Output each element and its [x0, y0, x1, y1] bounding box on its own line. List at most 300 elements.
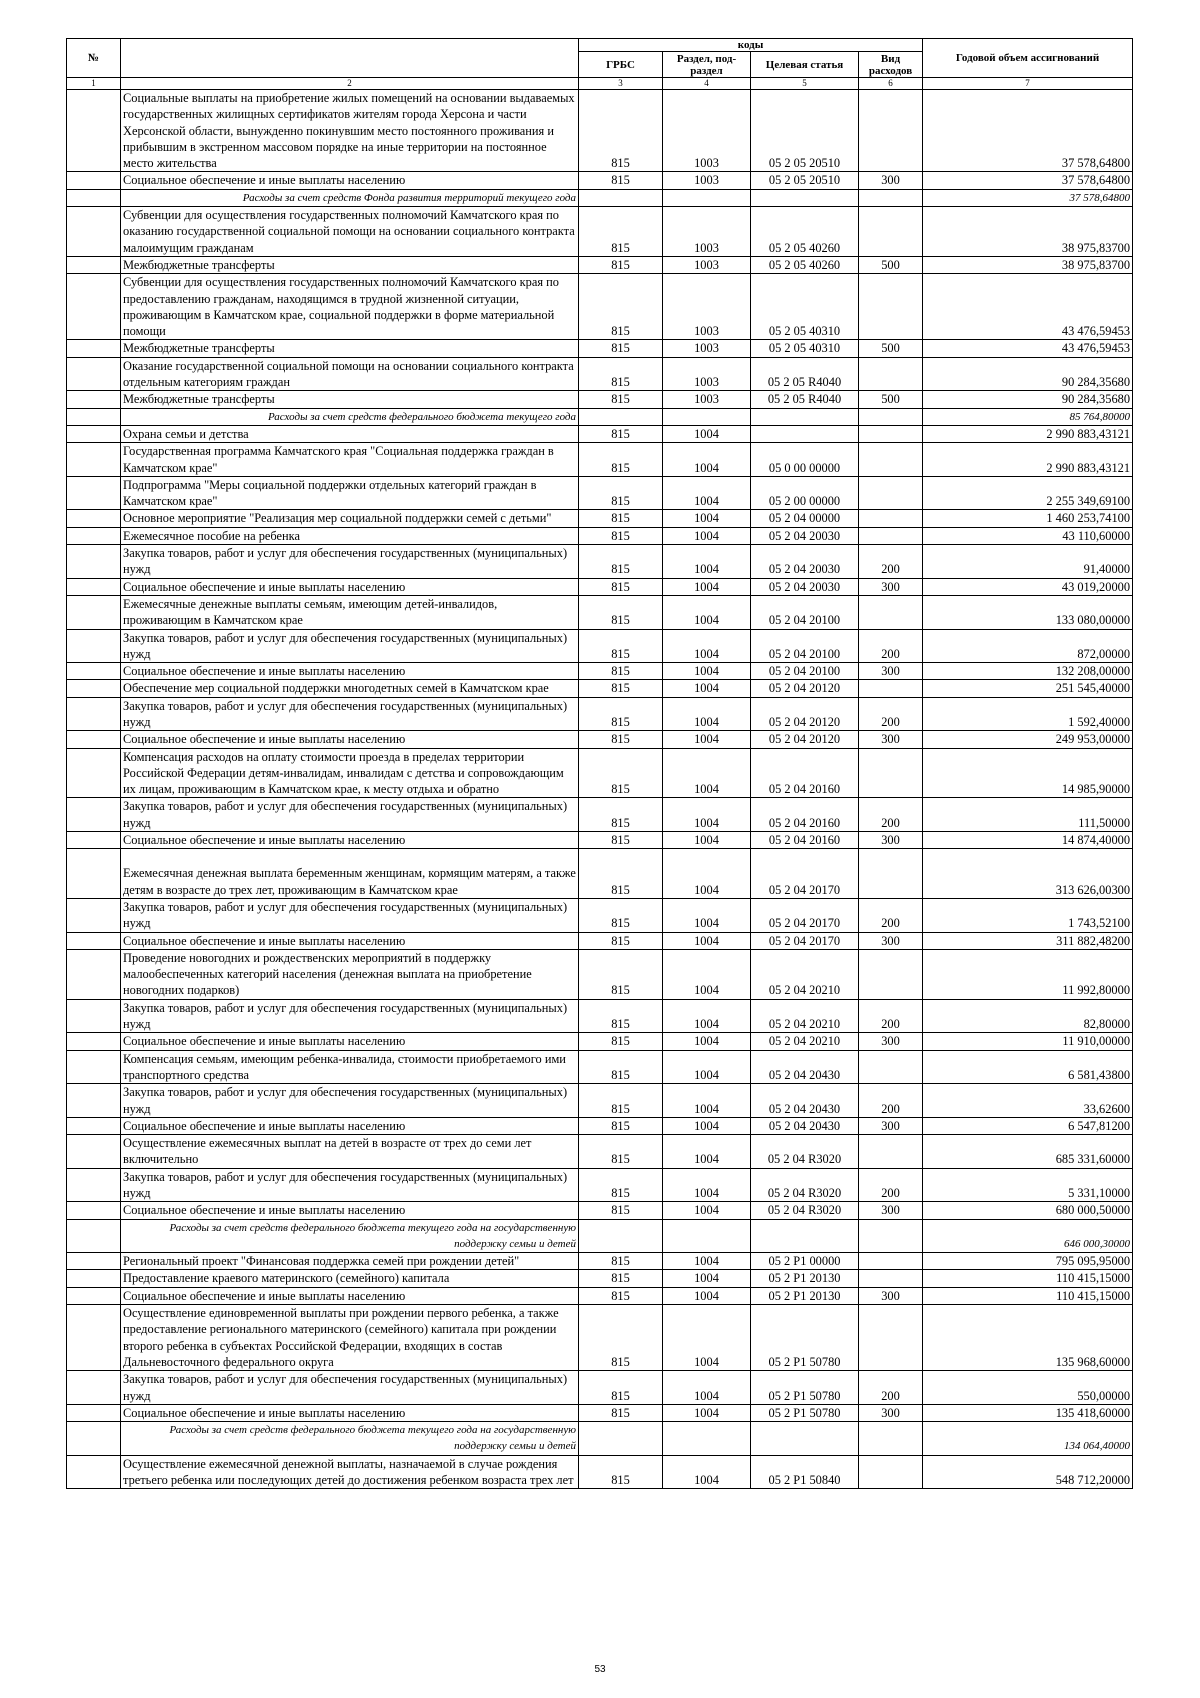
- row-grbs-cell: 815: [579, 1287, 663, 1304]
- row-target-cell: [751, 189, 859, 206]
- row-target-cell: [751, 1219, 859, 1253]
- row-amount-cell: 14 874,40000: [923, 832, 1133, 849]
- row-section-cell: 1004: [663, 798, 751, 832]
- header-num: №: [67, 39, 121, 78]
- row-amount-cell: 37 578,64800: [923, 172, 1133, 189]
- row-grbs-cell: 815: [579, 510, 663, 527]
- row-amount-cell: 2 990 883,43121: [923, 425, 1133, 442]
- row-section-cell: 1004: [663, 949, 751, 999]
- row-type-cell: [859, 849, 923, 899]
- row-type-cell: 300: [859, 663, 923, 680]
- row-amount-cell: 1 743,52100: [923, 898, 1133, 932]
- row-number-cell: [67, 189, 121, 206]
- row-section-cell: 1004: [663, 1287, 751, 1304]
- row-target-cell: 05 2 04 20170: [751, 849, 859, 899]
- row-target-cell: 05 2 04 20100: [751, 663, 859, 680]
- table-row: [67, 1305, 1133, 1371]
- row-target-cell: 05 2 04 R3020: [751, 1168, 859, 1202]
- row-amount-cell: 33,62600: [923, 1084, 1133, 1118]
- table-row: [67, 832, 1133, 849]
- row-number-cell: [67, 476, 121, 510]
- row-name-cell: Социальное обеспечение и иные выплаты населению: [121, 1033, 579, 1050]
- row-type-cell: [859, 425, 923, 442]
- row-number-cell: [67, 680, 121, 697]
- row-number-cell: [67, 408, 121, 425]
- row-number-cell: [67, 1084, 121, 1118]
- row-amount-cell: 11 992,80000: [923, 949, 1133, 999]
- row-section-cell: 1004: [663, 849, 751, 899]
- row-name-cell: Осуществление единовременной выплаты при рождении первого ребенка, а также предоставление регионального материнского (семейного) капитала при рождении второго ребенка в субъектах Российской Федерации, входящих в состав Дальневосточного федерального округа: [121, 1305, 579, 1371]
- row-section-cell: 1003: [663, 207, 751, 257]
- table-row: [67, 663, 1133, 680]
- row-target-cell: 05 2 04 00000: [751, 510, 859, 527]
- table-row: [67, 1270, 1133, 1287]
- row-name-cell: Социальное обеспечение и иные выплаты населению: [121, 663, 579, 680]
- row-section-cell: 1004: [663, 1202, 751, 1219]
- row-amount-cell: 1 592,40000: [923, 697, 1133, 731]
- row-section-cell: 1004: [663, 1270, 751, 1287]
- table-row: [67, 340, 1133, 357]
- row-target-cell: 05 2 P1 00000: [751, 1253, 859, 1270]
- row-section-cell: 1004: [663, 629, 751, 663]
- row-target-cell: 05 2 04 20030: [751, 578, 859, 595]
- table-row: [67, 425, 1133, 442]
- row-target-cell: 05 0 00 00000: [751, 443, 859, 477]
- row-target-cell: 05 2 04 20170: [751, 898, 859, 932]
- row-number-cell: [67, 798, 121, 832]
- row-target-cell: 05 2 04 20160: [751, 832, 859, 849]
- row-name-cell: Расходы за счет средств федерального бюджета текущего года на государственную поддержку семьи и детей: [121, 1422, 579, 1456]
- row-type-cell: [859, 1253, 923, 1270]
- row-name-cell: Основное мероприятие "Реализация мер социальной поддержки семей с детьми": [121, 510, 579, 527]
- row-number-cell: [67, 256, 121, 273]
- row-target-cell: 05 2 P1 50780: [751, 1305, 859, 1371]
- row-amount-cell: 85 764,80000: [923, 408, 1133, 425]
- table-row: [67, 898, 1133, 932]
- row-section-cell: 1003: [663, 172, 751, 189]
- row-type-cell: 300: [859, 1287, 923, 1304]
- row-type-cell: 200: [859, 898, 923, 932]
- col-number: 4: [663, 78, 751, 90]
- row-grbs-cell: 815: [579, 1050, 663, 1084]
- row-target-cell: 05 2 05 R4040: [751, 357, 859, 391]
- row-grbs-cell: 815: [579, 748, 663, 798]
- row-amount-cell: 37 578,64800: [923, 90, 1133, 172]
- row-amount-cell: 110 415,15000: [923, 1287, 1133, 1304]
- row-section-cell: 1004: [663, 898, 751, 932]
- table-note-row: [67, 1422, 1133, 1456]
- table-row: [67, 1135, 1133, 1169]
- row-number-cell: [67, 172, 121, 189]
- row-amount-cell: 2 255 349,69100: [923, 476, 1133, 510]
- row-target-cell: 05 2 05 R4040: [751, 391, 859, 408]
- row-amount-cell: 135 418,60000: [923, 1404, 1133, 1421]
- row-type-cell: [859, 748, 923, 798]
- row-section-cell: 1004: [663, 545, 751, 579]
- row-name-cell: Закупка товаров, работ и услуг для обеспечения государственных (муниципальных) нужд: [121, 898, 579, 932]
- row-type-cell: 300: [859, 1404, 923, 1421]
- row-grbs-cell: 815: [579, 274, 663, 340]
- table-row: [67, 391, 1133, 408]
- row-section-cell: 1003: [663, 357, 751, 391]
- row-amount-cell: 91,40000: [923, 545, 1133, 579]
- table-row: [67, 578, 1133, 595]
- row-grbs-cell: 815: [579, 595, 663, 629]
- row-section-cell: [663, 408, 751, 425]
- table-row: [67, 1117, 1133, 1134]
- table-row: [67, 1033, 1133, 1050]
- row-number-cell: [67, 731, 121, 748]
- table-row: [67, 256, 1133, 273]
- row-section-cell: 1004: [663, 1253, 751, 1270]
- row-amount-cell: 132 208,00000: [923, 663, 1133, 680]
- col-number: 1: [67, 78, 121, 90]
- row-type-cell: [859, 207, 923, 257]
- row-name-cell: Предоставление краевого материнского (семейного) капитала: [121, 1270, 579, 1287]
- table-row: [67, 443, 1133, 477]
- row-section-cell: 1004: [663, 595, 751, 629]
- row-name-cell: Государственная программа Камчатского края "Социальная поддержка граждан в Камчатском крае": [121, 443, 579, 477]
- row-target-cell: 05 2 04 20210: [751, 949, 859, 999]
- row-section-cell: 1004: [663, 1050, 751, 1084]
- row-name-cell: Обеспечение мер социальной поддержки многодетных семей в Камчатском крае: [121, 680, 579, 697]
- row-name-cell: Социальные выплаты на приобретение жилых помещений на основании выдаваемых государственных жилищных сертификатов жителям города Херсона и части Херсонской области, вынужденно покинувшим место постоянного проживания и прибывшим в экстренном массовом порядке на иные территории на постоянное место жительства: [121, 90, 579, 172]
- row-grbs-cell: 815: [579, 425, 663, 442]
- col-number: 3: [579, 78, 663, 90]
- row-number-cell: [67, 1033, 121, 1050]
- row-amount-cell: 6 581,43800: [923, 1050, 1133, 1084]
- row-target-cell: 05 2 04 20120: [751, 731, 859, 748]
- row-name-cell: Осуществление ежемесячной денежной выплаты, назначаемой в случае рождения третьего ребенка или последующих детей до достижения ребенком возраста трех лет: [121, 1455, 579, 1489]
- row-section-cell: 1004: [663, 832, 751, 849]
- row-number-cell: [67, 1135, 121, 1169]
- row-grbs-cell: 815: [579, 832, 663, 849]
- row-target-cell: 05 2 05 40260: [751, 207, 859, 257]
- row-amount-cell: 685 331,60000: [923, 1135, 1133, 1169]
- row-number-cell: [67, 545, 121, 579]
- row-amount-cell: 2 990 883,43121: [923, 443, 1133, 477]
- table-row: [67, 999, 1133, 1033]
- table-row: [67, 680, 1133, 697]
- row-number-cell: [67, 832, 121, 849]
- row-section-cell: 1004: [663, 999, 751, 1033]
- row-amount-cell: 37 578,64800: [923, 189, 1133, 206]
- row-type-cell: 300: [859, 578, 923, 595]
- row-number-cell: [67, 849, 121, 899]
- row-section-cell: 1004: [663, 443, 751, 477]
- row-target-cell: 05 2 04 20160: [751, 748, 859, 798]
- row-type-cell: 200: [859, 1168, 923, 1202]
- row-target-cell: 05 2 05 40260: [751, 256, 859, 273]
- table-row: [67, 90, 1133, 172]
- row-name-cell: Закупка товаров, работ и услуг для обеспечения государственных (муниципальных) нужд: [121, 629, 579, 663]
- row-name-cell: Компенсация семьям, имеющим ребенка-инвалида, стоимости приобретаемого ими транспортного средства: [121, 1050, 579, 1084]
- row-section-cell: 1004: [663, 748, 751, 798]
- row-name-cell: Подпрограмма "Меры социальной поддержки отдельных категорий граждан в Камчатском крае": [121, 476, 579, 510]
- row-section-cell: 1004: [663, 1033, 751, 1050]
- row-grbs-cell: 815: [579, 90, 663, 172]
- row-type-cell: 200: [859, 1084, 923, 1118]
- row-grbs-cell: 815: [579, 256, 663, 273]
- row-type-cell: 500: [859, 256, 923, 273]
- row-amount-cell: 82,80000: [923, 999, 1133, 1033]
- row-name-cell: Закупка товаров, работ и услуг для обеспечения государственных (муниципальных) нужд: [121, 545, 579, 579]
- row-section-cell: 1004: [663, 578, 751, 595]
- row-target-cell: [751, 408, 859, 425]
- row-type-cell: [859, 510, 923, 527]
- row-name-cell: Закупка товаров, работ и услуг для обеспечения государственных (муниципальных) нужд: [121, 1084, 579, 1118]
- row-amount-cell: 548 712,20000: [923, 1455, 1133, 1489]
- row-name-cell: Закупка товаров, работ и услуг для обеспечения государственных (муниципальных) нужд: [121, 1168, 579, 1202]
- row-name-cell: Социальное обеспечение и иные выплаты населению: [121, 578, 579, 595]
- row-name-cell: Проведение новогодних и рождественских мероприятий в поддержку малообеспеченных категорий населения (денежная выплата на приобретение новогодних подарков): [121, 949, 579, 999]
- header-target: Целевая статья: [751, 52, 859, 78]
- table-row: [67, 357, 1133, 391]
- row-number-cell: [67, 578, 121, 595]
- row-amount-cell: 14 985,90000: [923, 748, 1133, 798]
- row-target-cell: 05 2 05 20510: [751, 172, 859, 189]
- row-target-cell: 05 2 P1 50780: [751, 1404, 859, 1421]
- row-grbs-cell: 815: [579, 1371, 663, 1405]
- table-row: [67, 1253, 1133, 1270]
- row-grbs-cell: 815: [579, 1455, 663, 1489]
- row-grbs-cell: 815: [579, 629, 663, 663]
- table-row: [67, 274, 1133, 340]
- row-type-cell: [859, 680, 923, 697]
- row-amount-cell: 6 547,81200: [923, 1117, 1133, 1134]
- row-amount-cell: 249 953,00000: [923, 731, 1133, 748]
- row-name-cell: Социальное обеспечение и иные выплаты населению: [121, 731, 579, 748]
- page-number: 53: [594, 1664, 606, 1675]
- row-section-cell: 1004: [663, 527, 751, 544]
- table-row: [67, 595, 1133, 629]
- table-row: [67, 527, 1133, 544]
- row-type-cell: [859, 443, 923, 477]
- row-amount-cell: 111,50000: [923, 798, 1133, 832]
- row-name-cell: Социальное обеспечение и иные выплаты населению: [121, 1202, 579, 1219]
- row-number-cell: [67, 90, 121, 172]
- row-grbs-cell: 815: [579, 207, 663, 257]
- row-amount-cell: 43 476,59453: [923, 274, 1133, 340]
- row-number-cell: [67, 425, 121, 442]
- row-target-cell: 05 2 04 20430: [751, 1050, 859, 1084]
- row-target-cell: 05 2 04 20030: [751, 527, 859, 544]
- row-grbs-cell: 815: [579, 798, 663, 832]
- row-type-cell: [859, 1305, 923, 1371]
- row-section-cell: 1004: [663, 1305, 751, 1371]
- header-volume: Годовой объем ассигнований: [923, 39, 1133, 78]
- row-name-cell: Расходы за счет средств Фонда развития территорий текущего года: [121, 189, 579, 206]
- row-target-cell: 05 2 04 20120: [751, 680, 859, 697]
- header-name: [121, 39, 579, 78]
- row-amount-cell: 134 064,40000: [923, 1422, 1133, 1456]
- row-number-cell: [67, 510, 121, 527]
- row-target-cell: 05 2 04 20160: [751, 798, 859, 832]
- row-number-cell: [67, 1371, 121, 1405]
- row-name-cell: Компенсация расходов на оплату стоимости проезда в пределах территории Российской Федерации детям-инвалидам, инвалидам с детства и сопровождающим их лицам, проживающим в Камчатском крае, к месту отдыха и обратно: [121, 748, 579, 798]
- row-name-cell: Социальное обеспечение и иные выплаты населению: [121, 832, 579, 849]
- row-target-cell: 05 2 04 20170: [751, 932, 859, 949]
- row-name-cell: Субвенции для осуществления государственных полномочий Камчатского края по предоставлению гражданам, находящимся в трудной жизненной ситуации, проживающим в Камчатском крае, социальной поддержки в форме материальной помощи: [121, 274, 579, 340]
- row-section-cell: 1004: [663, 1371, 751, 1405]
- row-name-cell: Осуществление ежемесячных выплат на детей в возрасте от трех до семи лет включительно: [121, 1135, 579, 1169]
- row-grbs-cell: 815: [579, 731, 663, 748]
- row-type-cell: 200: [859, 798, 923, 832]
- row-type-cell: 500: [859, 340, 923, 357]
- table-row: [67, 849, 1133, 899]
- row-amount-cell: 872,00000: [923, 629, 1133, 663]
- row-grbs-cell: 815: [579, 1117, 663, 1134]
- row-name-cell: Закупка товаров, работ и услуг для обеспечения государственных (муниципальных) нужд: [121, 697, 579, 731]
- col-number: 7: [923, 78, 1133, 90]
- row-target-cell: 05 2 05 40310: [751, 340, 859, 357]
- row-section-cell: 1003: [663, 391, 751, 408]
- table-row: [67, 1371, 1133, 1405]
- row-name-cell: Социальное обеспечение и иные выплаты населению: [121, 1287, 579, 1304]
- row-grbs-cell: 815: [579, 1404, 663, 1421]
- table-row: [67, 1050, 1133, 1084]
- row-name-cell: Субвенции для осуществления государственных полномочий Камчатского края по оказанию государственной социальной помощи на основании социального контракта малоимущим гражданам: [121, 207, 579, 257]
- header-grbs: ГРБС: [579, 52, 663, 78]
- table-note-row: [67, 1219, 1133, 1253]
- row-section-cell: 1003: [663, 90, 751, 172]
- row-grbs-cell: 815: [579, 663, 663, 680]
- row-section-cell: 1004: [663, 476, 751, 510]
- row-section-cell: 1004: [663, 425, 751, 442]
- row-type-cell: 300: [859, 172, 923, 189]
- row-name-cell: Социальное обеспечение и иные выплаты населению: [121, 1404, 579, 1421]
- row-amount-cell: 251 545,40000: [923, 680, 1133, 697]
- row-type-cell: [859, 1270, 923, 1287]
- row-type-cell: [859, 527, 923, 544]
- row-type-cell: [859, 408, 923, 425]
- row-type-cell: [859, 1219, 923, 1253]
- row-number-cell: [67, 949, 121, 999]
- row-grbs-cell: 815: [579, 1305, 663, 1371]
- row-name-cell: Ежемесячная денежная выплата беременным женщинам, кормящим матерям, а также детям в возрасте до трех лет, проживающим в Камчатском крае: [121, 849, 579, 899]
- row-type-cell: [859, 357, 923, 391]
- table-row: [67, 510, 1133, 527]
- row-type-cell: 300: [859, 832, 923, 849]
- row-target-cell: 05 2 04 20120: [751, 697, 859, 731]
- row-amount-cell: 795 095,95000: [923, 1253, 1133, 1270]
- row-number-cell: [67, 932, 121, 949]
- row-type-cell: [859, 90, 923, 172]
- row-section-cell: 1004: [663, 663, 751, 680]
- row-amount-cell: 135 968,60000: [923, 1305, 1133, 1371]
- row-amount-cell: 38 975,83700: [923, 207, 1133, 257]
- row-section-cell: 1004: [663, 680, 751, 697]
- row-number-cell: [67, 1270, 121, 1287]
- table-row: [67, 1404, 1133, 1421]
- row-number-cell: [67, 1287, 121, 1304]
- row-section-cell: 1004: [663, 731, 751, 748]
- table-row: [67, 476, 1133, 510]
- row-target-cell: 05 2 04 20430: [751, 1084, 859, 1118]
- row-type-cell: 500: [859, 391, 923, 408]
- row-type-cell: [859, 1455, 923, 1489]
- row-target-cell: 05 2 04 20030: [751, 545, 859, 579]
- row-grbs-cell: 815: [579, 1084, 663, 1118]
- row-amount-cell: 680 000,50000: [923, 1202, 1133, 1219]
- row-type-cell: 300: [859, 1202, 923, 1219]
- row-grbs-cell: 815: [579, 949, 663, 999]
- row-amount-cell: 646 000,30000: [923, 1219, 1133, 1253]
- row-type-cell: 300: [859, 1033, 923, 1050]
- table-note-row: [67, 408, 1133, 425]
- budget-table: [66, 38, 1133, 1489]
- row-grbs-cell: 815: [579, 932, 663, 949]
- row-number-cell: [67, 697, 121, 731]
- row-amount-cell: 1 460 253,74100: [923, 510, 1133, 527]
- row-type-cell: [859, 1135, 923, 1169]
- row-number-cell: [67, 1050, 121, 1084]
- header-type: Вид расходов: [859, 52, 923, 78]
- row-section-cell: 1004: [663, 1168, 751, 1202]
- row-number-cell: [67, 527, 121, 544]
- row-name-cell: Расходы за счет средств федерального бюджета текущего года на государственную поддержку семьи и детей: [121, 1219, 579, 1253]
- row-grbs-cell: 815: [579, 1168, 663, 1202]
- row-number-cell: [67, 595, 121, 629]
- row-target-cell: [751, 425, 859, 442]
- row-name-cell: Межбюджетные трансферты: [121, 340, 579, 357]
- row-grbs-cell: 815: [579, 1033, 663, 1050]
- table-row: [67, 1168, 1133, 1202]
- row-target-cell: 05 2 04 R3020: [751, 1202, 859, 1219]
- row-number-cell: [67, 340, 121, 357]
- row-grbs-cell: 815: [579, 545, 663, 579]
- row-amount-cell: 311 882,48200: [923, 932, 1133, 949]
- row-number-cell: [67, 999, 121, 1033]
- row-name-cell: Ежемесячное пособие на ребенка: [121, 527, 579, 544]
- row-amount-cell: 313 626,00300: [923, 849, 1133, 899]
- row-target-cell: 05 2 P1 50840: [751, 1455, 859, 1489]
- table-row: [67, 1287, 1133, 1304]
- row-name-cell: Социальное обеспечение и иные выплаты населению: [121, 172, 579, 189]
- row-type-cell: 300: [859, 731, 923, 748]
- row-amount-cell: 43 110,60000: [923, 527, 1133, 544]
- row-number-cell: [67, 1117, 121, 1134]
- row-number-cell: [67, 663, 121, 680]
- table-note-row: [67, 189, 1133, 206]
- header-codes: коды: [579, 39, 923, 52]
- row-section-cell: 1004: [663, 932, 751, 949]
- row-grbs-cell: 815: [579, 443, 663, 477]
- row-type-cell: [859, 1422, 923, 1456]
- row-target-cell: 05 2 04 20100: [751, 629, 859, 663]
- row-number-cell: [67, 748, 121, 798]
- row-number-cell: [67, 1219, 121, 1253]
- row-section-cell: 1003: [663, 274, 751, 340]
- row-grbs-cell: [579, 1422, 663, 1456]
- table-row: [67, 1084, 1133, 1118]
- row-name-cell: Межбюджетные трансферты: [121, 391, 579, 408]
- row-amount-cell: 11 910,00000: [923, 1033, 1133, 1050]
- table-row: [67, 207, 1133, 257]
- row-grbs-cell: [579, 189, 663, 206]
- row-target-cell: 05 2 05 20510: [751, 90, 859, 172]
- row-type-cell: 200: [859, 697, 923, 731]
- row-type-cell: 300: [859, 932, 923, 949]
- row-target-cell: 05 2 04 20210: [751, 999, 859, 1033]
- row-grbs-cell: 815: [579, 1270, 663, 1287]
- table-row: [67, 748, 1133, 798]
- row-grbs-cell: 815: [579, 898, 663, 932]
- row-amount-cell: 90 284,35680: [923, 357, 1133, 391]
- row-section-cell: 1004: [663, 1084, 751, 1118]
- row-grbs-cell: 815: [579, 849, 663, 899]
- row-number-cell: [67, 898, 121, 932]
